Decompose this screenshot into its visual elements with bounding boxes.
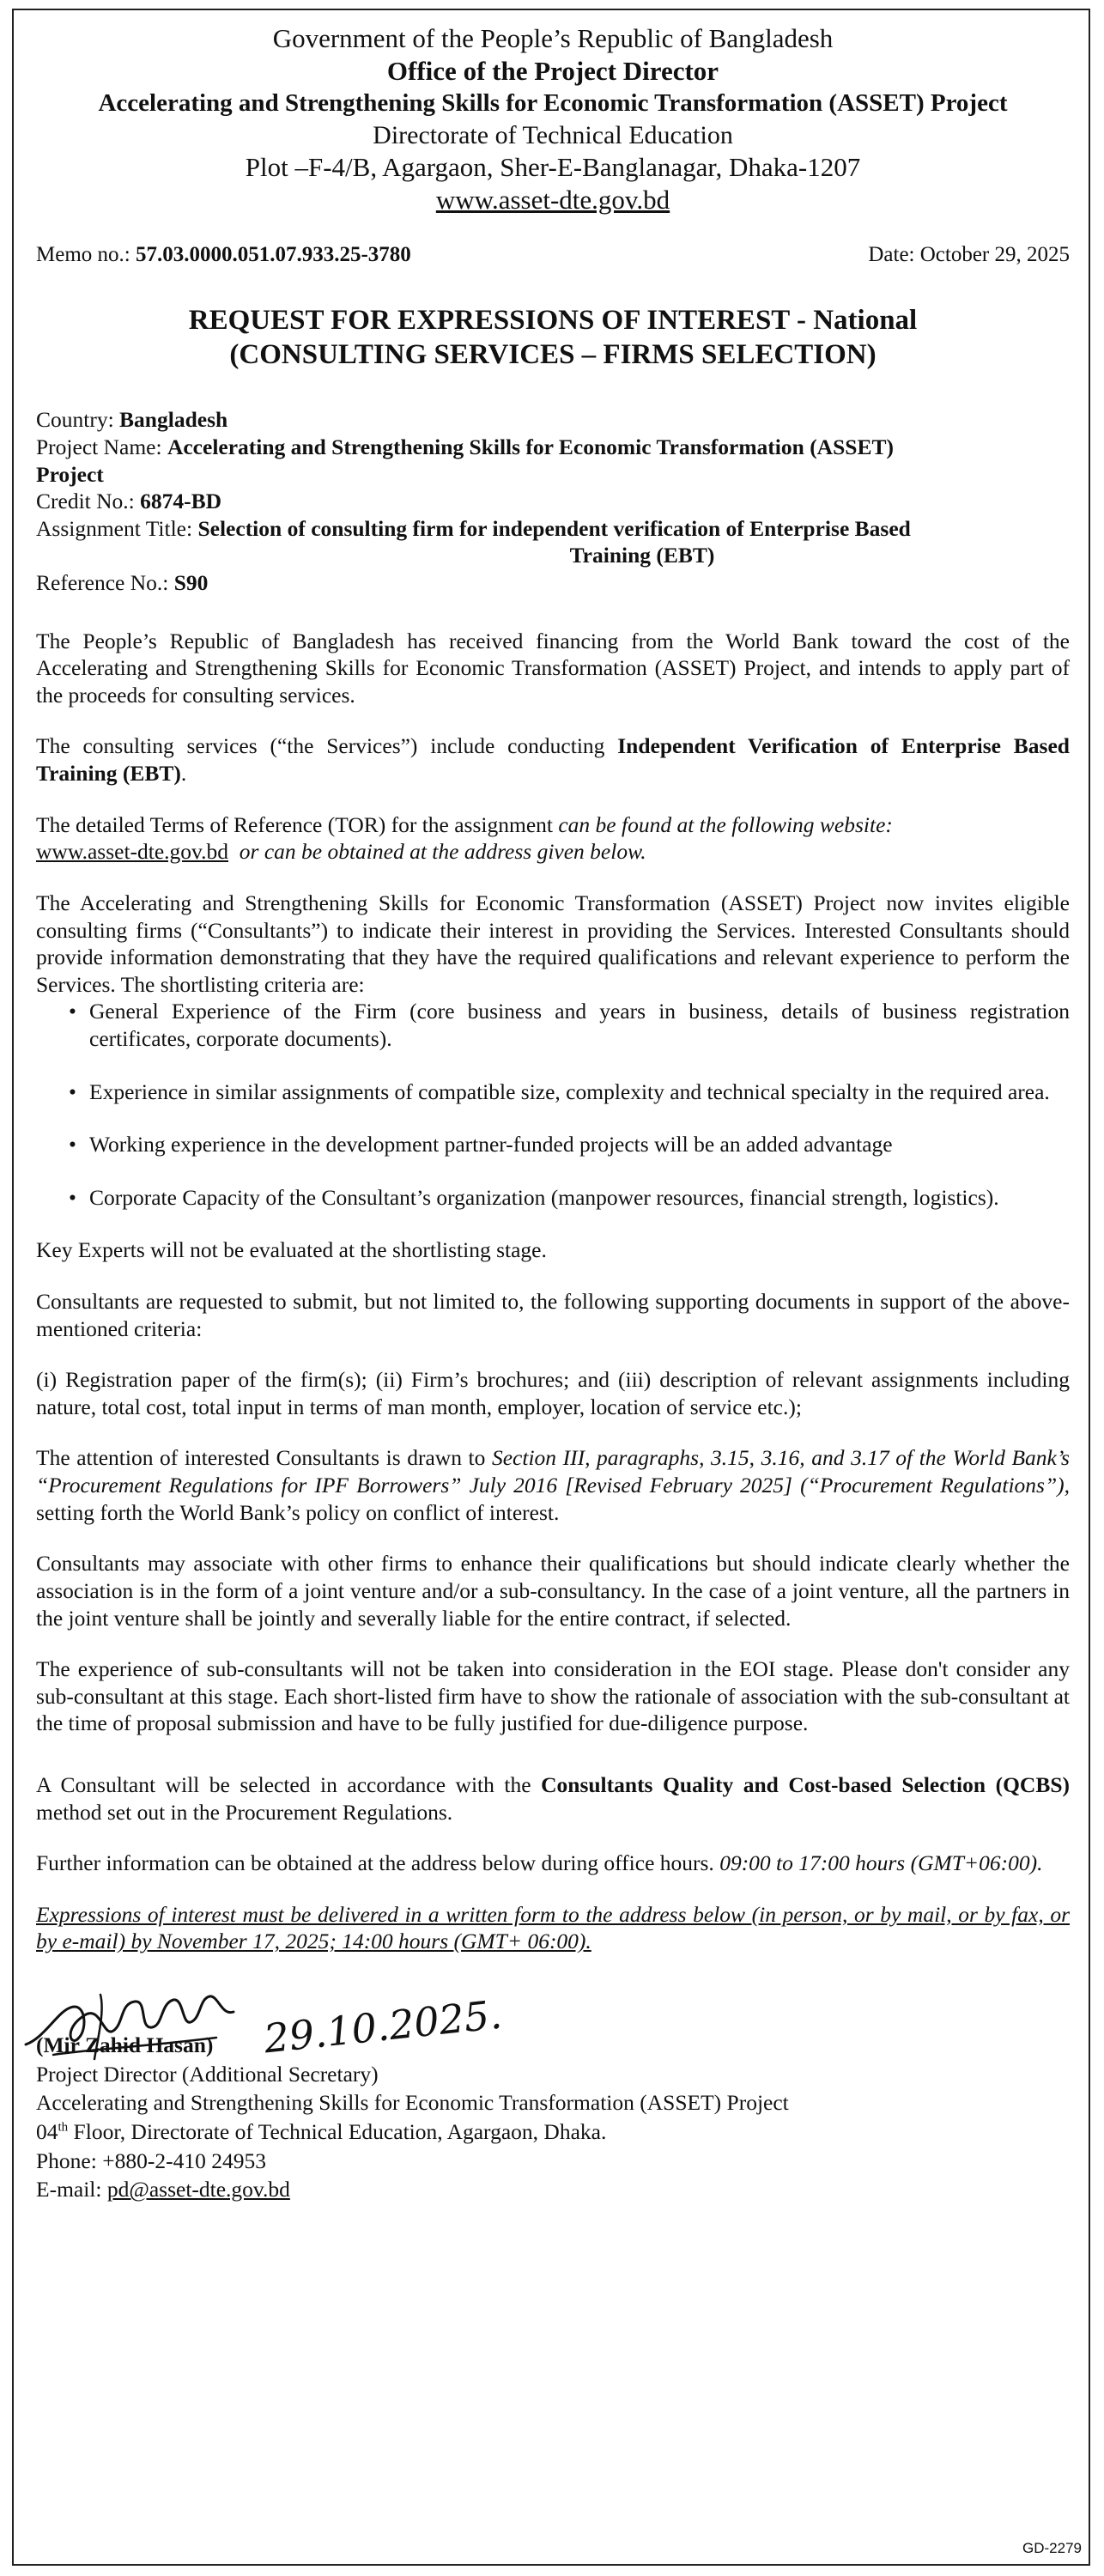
country-value: Bangladesh — [119, 407, 228, 433]
para-services — [36, 732, 1070, 787]
email-label: E-mail: — [36, 2177, 107, 2202]
reference-value: S90 — [173, 570, 209, 596]
project-label: Project Name: — [36, 434, 167, 459]
meta-project — [36, 434, 1070, 461]
tor-italic: can be found at the following website: — [558, 811, 893, 837]
address-floor: 04 — [36, 2118, 58, 2144]
header-project: Accelerating and Strengthening Skills for Economic Transformation (ASSET) Project — [98, 88, 1008, 117]
assignment-meta — [36, 406, 1070, 596]
para-selection-method — [36, 1771, 1070, 1826]
criteria-item: • General Experience of the Firm (core business and years in business, details of business registration certificates, corporate documents). — [89, 998, 1070, 1052]
para-tor — [36, 811, 1070, 866]
meta-country — [36, 406, 1070, 434]
selection-text: A Consultant will be selected in accordance with the — [36, 1771, 542, 1797]
signatory-address — [36, 2117, 1070, 2147]
hours-italic: 09:00 to 17:00 hours (GMT+06:00). — [719, 1850, 1043, 1876]
title-line-1: REQUEST FOR EXPRESSIONS OF INTEREST - National — [188, 304, 918, 336]
header-office: Office of the Project Director — [386, 56, 719, 87]
notice-title — [36, 303, 1070, 373]
para-deadline: Expressions of interest must be delivered in a written form to the address below (in person, or by mail, or by fax, or by e-mail) by November 17, 2025; 14:00 hours (GMT+ 06:00). — [36, 1901, 1070, 1954]
header-government: Government of the People’s Republic of Bangladesh — [272, 23, 834, 53]
para-supporting-docs: Consultants are requested to submit, but not limited to, the following supporting documents in support of the above-mentioned criteria: — [36, 1289, 1070, 1341]
credit-label: Credit No.: — [36, 489, 141, 514]
notice-page — [12, 9, 1090, 2566]
assignment-value: Selection of consulting firm for independent verification of Enterprise Based — [197, 515, 911, 541]
criteria-item: • Experience in similar assignments of compatible size, complexity and technical specialty in the required area. — [89, 1078, 1070, 1106]
email-link[interactable]: pd@asset-dte.gov.bd — [106, 2177, 290, 2202]
header-website-link[interactable]: www.asset-dte.gov.bd — [435, 185, 670, 216]
signatory-name: (Mir Zahid Hasan) — [36, 2032, 214, 2057]
address-rest: Floor, Directorate of Technical Education, Agargaon, Dhaka. — [68, 2118, 607, 2144]
signatory-email — [36, 2175, 1070, 2204]
meta-credit — [36, 488, 1070, 515]
services-emphasis: Independent Verification of Enterprise Based Training (EBT) — [36, 733, 1070, 787]
country-label: Country: — [36, 407, 120, 433]
meta-reference — [36, 569, 1070, 597]
assignment-label: Assignment Title: — [36, 515, 198, 541]
para-invitation: The Accelerating and Strengthening Skills for Economic Transformation (ASSET) Project now invites eligible consulting firms (“Consultants”) to indicate their interest in providing the Services. Interested Consultants should provide information demonstrating that they have the required qualifications and relevant experience to perform the Services. The shortlisting criteria are: — [36, 890, 1070, 997]
coi-italic: Section III, paragraphs, 3.15, 3.16, and 3.17 of the World Bank’s “Procurement Regulations for IPF Borrowers” July 2016 [Revised February 2025] (“Procurement Regulations”), — [36, 1445, 1070, 1498]
criteria-list — [36, 998, 1070, 1211]
notice-content — [36, 22, 1070, 2204]
footer-code: GD-2279 — [1022, 2540, 1082, 2556]
tor-text: The detailed Terms of Reference (TOR) for the assignment — [36, 811, 559, 837]
credit-value: 6874-BD — [140, 489, 222, 514]
criteria-item: • Corporate Capacity of the Consultant’s organization (manpower resources, financial strength, logistics). — [89, 1184, 1070, 1212]
para-office-hours — [36, 1850, 1070, 1877]
services-text: The consulting services (“the Services”) include conducting — [36, 733, 618, 759]
project-value: Accelerating and Strengthening Skills for Economic Transformation (ASSET) — [167, 434, 894, 459]
para-sub-consultants: The experience of sub-consultants will not be taken into consideration in the EOI stage. Please don't consider any sub-consultant at this stage. Each short-listed firm have to show the rationale of association with the sub-consultant at the time of proposal submission and have to be fully justified for due-diligence purpose. — [36, 1656, 1070, 1736]
signatory-project: Accelerating and Strengthening Skills for Economic Transformation (ASSET) Project — [36, 2090, 789, 2116]
para-financing: The People’s Republic of Bangladesh has received financing from the World Bank toward the cost of the Accelerating and Strengthening Skills for Economic Transformation (ASSET) Project, and intends to apply part of the proceeds for consulting services. — [36, 628, 1070, 708]
memo-date: Date: October 29, 2025 — [868, 242, 1070, 266]
hours-text: Further information can be obtained at the address below during office hours. — [36, 1850, 720, 1876]
selection-emphasis: Consultants Quality and Cost-based Selection (QCBS) — [541, 1771, 1071, 1797]
title-line-2: (CONSULTING SERVICES – FIRMS SELECTION) — [229, 339, 877, 371]
reference-label: Reference No.: — [36, 570, 174, 596]
memo-row — [36, 243, 1070, 267]
coi-text: The attention of interested Consultants is drawn to — [36, 1445, 492, 1471]
para-conflict-of-interest — [36, 1444, 1070, 1526]
header-directorate: Directorate of Technical Education — [373, 120, 733, 149]
para-key-experts: Key Experts will not be evaluated at the shortlisting stage. — [36, 1237, 547, 1263]
header-address: Plot –F-4/B, Agargaon, Sher-E-Banglanagar, Dhaka-1207 — [245, 152, 861, 183]
memo-value: 57.03.0000.051.07.933.25-3780 — [135, 242, 411, 266]
tor-italic-end: or can be obtained at the address given below. — [239, 839, 646, 865]
address-floor-suffix: th — [58, 2120, 69, 2135]
meta-assignment — [36, 515, 1070, 543]
para-documents-list: (i) Registration paper of the firm(s); (ii) Firm’s brochures; and (iii) description of relevant assignments including nature, total cost, total input in terms of man month, employer, location of service etc.); — [36, 1367, 1070, 1419]
para-association: Consultants may associate with other firms to enhance their qualifications but should indicate clearly whether the association is in the form of a joint venture and/or a sub-consultancy. In the case of a joint venture, all the partners in the joint venture shall be jointly and severally liable for the entire contract, if selected. — [36, 1551, 1070, 1631]
memo-label: Memo no.: — [36, 242, 136, 266]
signatory-phone: Phone: +880-2-410 24953 — [36, 2148, 266, 2173]
handwritten-date: 29.10.2025. — [261, 1990, 505, 2063]
signatory-block — [36, 2031, 1070, 2204]
letterhead — [36, 22, 1070, 217]
meta-project-cont: Project — [36, 461, 104, 487]
coi-end: setting forth the World Bank’s policy on conflict of interest. — [36, 1499, 560, 1525]
tor-website-link[interactable]: www.asset-dte.gov.bd — [36, 839, 229, 865]
criteria-item: • Working experience in the development partner-funded projects will be an added advantage — [89, 1131, 1070, 1158]
selection-end: method set out in the Procurement Regulations. — [36, 1799, 453, 1825]
meta-assignment-cont: Training (EBT) — [569, 543, 715, 568]
signatory-designation: Project Director (Additional Secretary) — [36, 2061, 379, 2087]
memo-number — [36, 243, 411, 267]
services-end: . — [180, 761, 187, 787]
